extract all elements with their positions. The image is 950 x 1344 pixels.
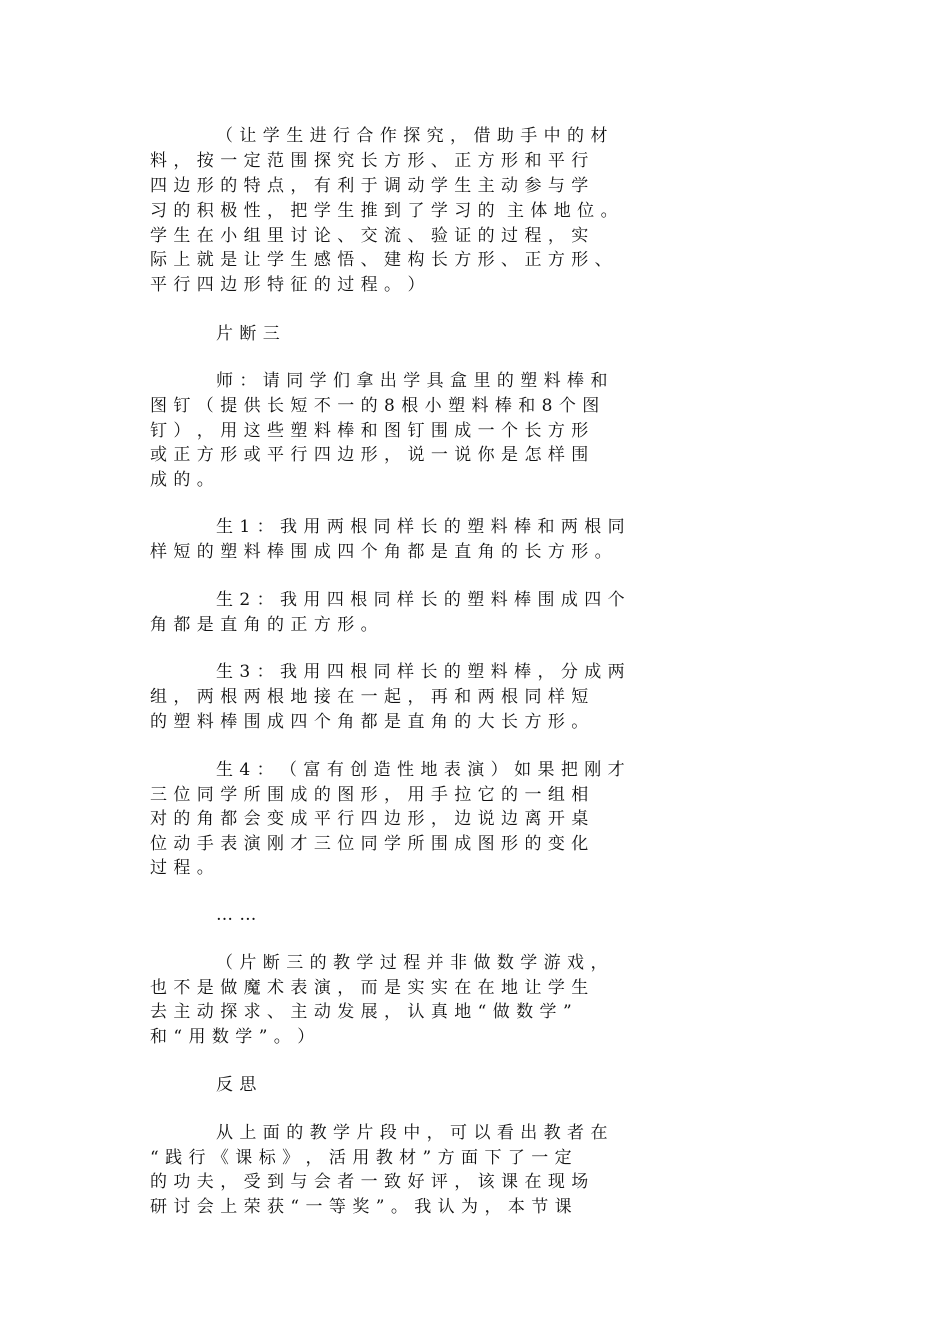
paragraph-line: （ 片 断 三 的 教 学 过 程 并 非 做 数 学 游 戏 ，	[216, 953, 608, 973]
paragraph-line: “ 践 行 《 课 标 》 ， 活 用 教 材 ” 方 面 下 了 一 定	[150, 1148, 573, 1168]
paragraph-line: 生 2 ： 我 用 四 根 同 样 长 的 塑 料 棒 围 成 四 个	[216, 590, 626, 610]
paragraph-line: 三 位 同 学 所 围 成 的 图 形 ， 用 手 拉 它 的 一 组 相	[150, 785, 589, 805]
paragraph-line: 图 钉 （ 提 供 长 短 不 一 的 8 根 小 塑 料 棒 和 8 个 图	[150, 396, 600, 416]
paragraph-line: 从 上 面 的 教 学 片 段 中 ， 可 以 看 出 教 者 在	[216, 1123, 608, 1143]
paragraph-line: 习 的 积 极 性 ， 把 学 生 推 到 了 学 习 的 主 体 地 位 。	[150, 201, 619, 221]
section-heading: 反 思	[216, 1075, 257, 1095]
paragraph-line: 位 动 手 表 演 刚 才 三 位 同 学 所 围 成 图 形 的 变 化	[150, 834, 589, 854]
paragraph-line: 钉 ） ， 用 这 些 塑 料 棒 和 图 钉 围 成 一 个 长 方 形	[150, 421, 589, 441]
paragraph-line: 料 ， 按 一 定 范 围 探 究 长 方 形 、 正 方 形 和 平 行	[150, 151, 589, 171]
paragraph-line: 的 塑 料 棒 围 成 四 个 角 都 是 直 角 的 大 长 方 形 。	[150, 712, 589, 732]
paragraph-line: （ 让 学 生 进 行 合 作 探 究 ， 借 助 手 中 的 材	[216, 126, 608, 146]
paragraph-line: 研 讨 会 上 荣 获 “ 一 等 奖 ” 。 我 认 为 ， 本 节 课	[150, 1197, 573, 1217]
section-heading: 片 断 三	[216, 324, 281, 344]
paragraph-line: 生 4 ： （ 富 有 创 造 性 地 表 演 ） 如 果 把 刚 才	[216, 760, 626, 780]
paragraph-line: 平 行 四 边 形 特 征 的 过 程 。 ）	[150, 275, 425, 295]
paragraph-line: 四 边 形 的 特 点 ， 有 利 于 调 动 学 生 主 动 参 与 学	[150, 176, 589, 196]
paragraph-line: 际 上 就 是 让 学 生 感 悟 、 建 构 长 方 形 、 正 方 形 、	[150, 250, 613, 270]
paragraph-line: 生 3 ： 我 用 四 根 同 样 长 的 塑 料 棒 ， 分 成 两	[216, 662, 626, 682]
paragraph-line: 组 ， 两 根 两 根 地 接 在 一 起 ， 再 和 两 根 同 样 短	[150, 687, 589, 707]
ellipsis-line: … …	[216, 905, 257, 925]
paragraph-line: 的 功 夫 ， 受 到 与 会 者 一 致 好 评 ， 该 课 在 现 场	[150, 1172, 589, 1192]
paragraph-line: 或 正 方 形 或 平 行 四 边 形 ， 说 一 说 你 是 怎 样 围	[150, 445, 589, 465]
paragraph-line: 也 不 是 做 魔 术 表 演 ， 而 是 实 实 在 在 地 让 学 生	[150, 978, 589, 998]
paragraph-line: 过 程 。	[150, 858, 215, 878]
paragraph-line: 生 1 ： 我 用 两 根 同 样 长 的 塑 料 棒 和 两 根 同	[216, 517, 626, 537]
paragraph-line: 去 主 动 探 求 、 主 动 发 展 ， 认 真 地 “ 做 数 学 ”	[150, 1002, 573, 1022]
paragraph-line: 样 短 的 塑 料 棒 围 成 四 个 角 都 是 直 角 的 长 方 形 。	[150, 542, 613, 562]
paragraph-line: 学 生 在 小 组 里 讨 论 、 交 流 、 验 证 的 过 程 ， 实	[150, 226, 589, 246]
paragraph-line: 师 ： 请 同 学 们 拿 出 学 具 盒 里 的 塑 料 棒 和	[216, 371, 608, 391]
paragraph-line: 和 “ 用 数 学 ” 。 ）	[150, 1027, 315, 1047]
paragraph-line: 角 都 是 直 角 的 正 方 形 。	[150, 615, 379, 635]
paragraph-line: 成 的 。	[150, 470, 215, 490]
paragraph-line: 对 的 角 都 会 变 成 平 行 四 边 形 ， 边 说 边 离 开 桌	[150, 809, 589, 829]
